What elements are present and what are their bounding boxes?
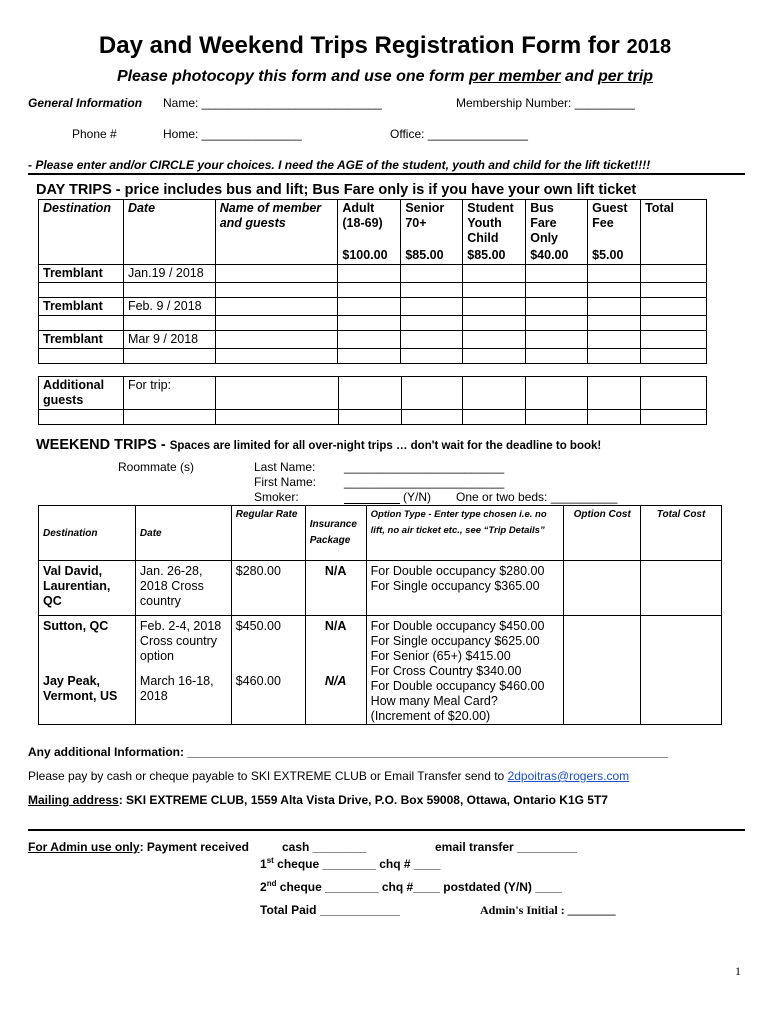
wk-date-cell [135, 616, 231, 725]
for-trip-label: For trip: [123, 377, 215, 410]
header-student [463, 200, 526, 265]
admin-payment-label: : Payment received [139, 840, 249, 854]
header-date: Date [123, 200, 215, 265]
senior-price: $85.00 [405, 248, 444, 262]
senior-cell[interactable] [401, 265, 463, 283]
subtitle-per-member: per member [469, 68, 561, 85]
weekend-table [38, 505, 722, 725]
header-member: Name of member and guests [215, 200, 338, 265]
day-header-row [39, 200, 707, 265]
cheque2-suffix: nd [266, 879, 277, 888]
student-price: $85.00 [467, 248, 506, 262]
weekend-heading [36, 436, 601, 454]
student-label: Student Youth Child [467, 201, 514, 245]
smoker-field[interactable] [344, 490, 400, 504]
senior-label: Senior 70+ [405, 201, 445, 230]
wk-insurance-cell[interactable] [305, 616, 366, 725]
header-destination: Destination [39, 200, 124, 265]
title-year: 2018 [626, 36, 672, 58]
option-line: For Double occupancy $280.00 [370, 564, 545, 578]
header-senior [401, 200, 463, 265]
day-trips-subtitle: - price includes bus and lift; Bus Fare only is if you have your own lift ticket [111, 182, 637, 198]
wk-rate: $450.00 [235, 619, 281, 633]
table-row[interactable] [39, 283, 707, 298]
smoker-yn: (Y/N) [403, 490, 431, 504]
total-cell[interactable] [641, 265, 707, 283]
wk-header-destination: Destination [39, 506, 136, 561]
bus-label: Bus Fare Only [530, 201, 559, 245]
email-link[interactable]: 2dpoitras@rogers.com [507, 769, 630, 783]
wk-destination: Sutton, QC [43, 619, 109, 633]
payment-text: Please pay by cash or cheque payable to SKI EXTREME CLUB or Email Transfer send to [28, 769, 508, 783]
option-line: For Double occupancy $450.00 [370, 619, 545, 633]
bus-cell[interactable] [526, 265, 588, 283]
admin-cash-field[interactable]: cash ________ [282, 840, 367, 854]
office-phone-field[interactable]: Office: _______________ [390, 127, 528, 141]
phone-label: Phone # [72, 127, 117, 141]
table-row[interactable] [39, 410, 707, 425]
trip-destination: Tremblant [39, 265, 124, 283]
wk-insurance[interactable]: N/A [305, 561, 366, 616]
last-name-label: Last Name: [254, 460, 316, 474]
form-title [0, 32, 770, 60]
wk-option-cost[interactable] [564, 616, 641, 725]
name-field[interactable]: Name: ___________________________ [163, 96, 382, 110]
option-line: (Increment of $20.00) [370, 709, 491, 723]
header-guest [588, 200, 641, 265]
weekend-title: WEEKEND TRIPS - [36, 437, 170, 453]
trip-date: Feb. 9 / 2018 [123, 298, 215, 316]
member-cell[interactable] [215, 283, 338, 298]
trip-destination: Tremblant [39, 331, 124, 349]
admin-divider [28, 829, 745, 831]
admin-cheque1-field[interactable] [260, 856, 441, 871]
last-name-field[interactable]: ________________________ [344, 460, 505, 474]
payment-instructions [28, 769, 629, 783]
mailing-label: Mailing address [28, 793, 119, 807]
wk-header-option-cost: Option Cost [564, 506, 641, 561]
wk-header-date: Date [135, 506, 231, 561]
wk-date: Jan. 26-28, 2018 Cross country [135, 561, 231, 616]
subtitle-per-trip: per trip [597, 68, 654, 85]
cheque1-suffix: st [266, 856, 274, 865]
first-name-label: First Name: [254, 475, 317, 489]
wk-option-cost[interactable] [564, 561, 641, 616]
day-trips-table [38, 199, 707, 364]
home-phone-field[interactable]: Home: _______________ [163, 127, 302, 141]
wk-date: March 16-18, 2018 [139, 674, 214, 703]
option-line: For Senior (65+) $415.00 [370, 649, 511, 663]
beds-field[interactable]: One or two beds: __________ [456, 490, 618, 504]
weekend-subtitle: Spaces are limited for all over-night trips … don't wait for the deadline to book! [169, 440, 602, 452]
admin-total-paid-field[interactable]: Total Paid ____________ [260, 903, 400, 917]
admin-email-transfer-field[interactable]: email transfer _________ [435, 840, 578, 854]
option-line: For Cross Country $340.00 [370, 664, 522, 678]
adult-cell[interactable] [338, 265, 401, 283]
option-line: For Single occupancy $365.00 [370, 579, 540, 593]
admin-payment-line [28, 840, 249, 854]
member-cell[interactable] [215, 265, 338, 283]
guest-cell[interactable] [588, 265, 641, 283]
table-row[interactable] [39, 377, 707, 410]
weekend-header-row [39, 506, 722, 561]
wk-date: Feb. 2-4, 2018 Cross country option [139, 619, 222, 663]
student-cell[interactable] [463, 265, 526, 283]
wk-insurance: N/A [324, 674, 347, 688]
guest-price: $5.00 [592, 248, 624, 262]
trip-date: Jan.19 / 2018 [123, 265, 215, 283]
page-number: 1 [735, 964, 741, 978]
additional-guests-table [38, 376, 707, 425]
option-line: For Single occupancy $625.00 [370, 634, 540, 648]
header-total: Total [641, 200, 707, 265]
wk-destination: Val David, Laurentian, QC [39, 561, 136, 616]
first-name-field[interactable]: ________________________ [344, 475, 505, 489]
cheque1-ordinal: 1 [260, 857, 267, 871]
admin-cheque2-field[interactable] [260, 879, 562, 894]
header-adult [338, 200, 401, 265]
adult-label: Adult (18-69) [342, 201, 383, 230]
wk-header-regular: Regular Rate [231, 506, 305, 561]
additional-guests-label: Additional guests [39, 377, 124, 410]
cheque2-text: cheque ________ chq #____ postdated (Y/N) ____ [276, 880, 562, 894]
table-row[interactable] [39, 298, 707, 316]
table-row[interactable] [39, 616, 722, 725]
notice-text: - Please enter and/or CIRCLE your choices. I need the AGE of the student, youth and child for the lift ticket!!!! [28, 158, 651, 172]
roommate-label: Roommate (s) [118, 460, 195, 474]
adult-price: $100.00 [342, 248, 388, 262]
wk-insurance: N/A [324, 619, 347, 633]
mailing-text: : SKI EXTREME CLUB, 1559 Alta Vista Drive, P.O. Box 59008, Ottawa, Ontario K1G 5T7 [118, 793, 608, 807]
wk-header-insurance: Insurance Package [305, 506, 366, 561]
table-row[interactable] [39, 316, 707, 331]
admin-initial-field[interactable]: Admin's Initial : ________ [480, 903, 616, 917]
subtitle-pre: Please photocopy this form and use one form [116, 68, 469, 85]
trip-date: Mar 9 / 2018 [123, 331, 215, 349]
wk-rate-cell [231, 616, 305, 725]
option-line: For Double occupancy $460.00 [370, 679, 545, 693]
day-trips-title: DAY TRIPS [36, 182, 112, 198]
wk-options[interactable] [366, 561, 564, 616]
membership-field[interactable]: Membership Number: _________ [456, 96, 635, 110]
table-row[interactable] [39, 265, 707, 283]
wk-header-total-cost: Total Cost [641, 506, 722, 561]
trip-destination: Tremblant [39, 298, 124, 316]
form-subtitle [0, 68, 770, 86]
admin-label: For Admin use only [28, 840, 140, 854]
option-line: How many Meal Card? [370, 694, 498, 708]
day-trips-heading [36, 182, 636, 198]
member-cell[interactable] [215, 331, 338, 349]
table-row[interactable] [39, 349, 707, 364]
smoker-label: Smoker: [254, 490, 299, 504]
wk-destination: Jay Peak, Vermont, US [43, 674, 118, 703]
table-row[interactable] [39, 561, 722, 616]
header-bus [526, 200, 588, 265]
additional-info-field[interactable]: Any additional Information: ________________________________________________________________________ [28, 745, 668, 759]
bus-price: $40.00 [530, 248, 569, 262]
wk-rate: $460.00 [235, 674, 281, 688]
divider [28, 173, 745, 175]
member-cell[interactable] [215, 298, 338, 316]
wk-header-option-type: Option Type - Enter type chosen i.e. no lift, no air ticket etc., see “Trip Details” [366, 506, 564, 561]
wk-destination-cell [39, 616, 136, 725]
table-row[interactable] [39, 331, 707, 349]
cheque2-ordinal: 2 [260, 880, 267, 894]
wk-total-cost[interactable] [641, 561, 722, 616]
general-info-label: General Information [28, 96, 143, 110]
wk-rate: $280.00 [231, 561, 305, 616]
subtitle-mid: and [560, 68, 598, 85]
guest-name-cell[interactable] [215, 377, 338, 410]
wk-total-cost[interactable] [641, 616, 722, 725]
wk-options[interactable] [366, 616, 564, 725]
guest-label: Guest Fee [592, 201, 628, 230]
mailing-address [28, 793, 608, 807]
title-text: Day and Weekend Trips Registration Form for [98, 32, 620, 59]
cheque1-text: cheque ________ chq # ____ [273, 857, 441, 871]
